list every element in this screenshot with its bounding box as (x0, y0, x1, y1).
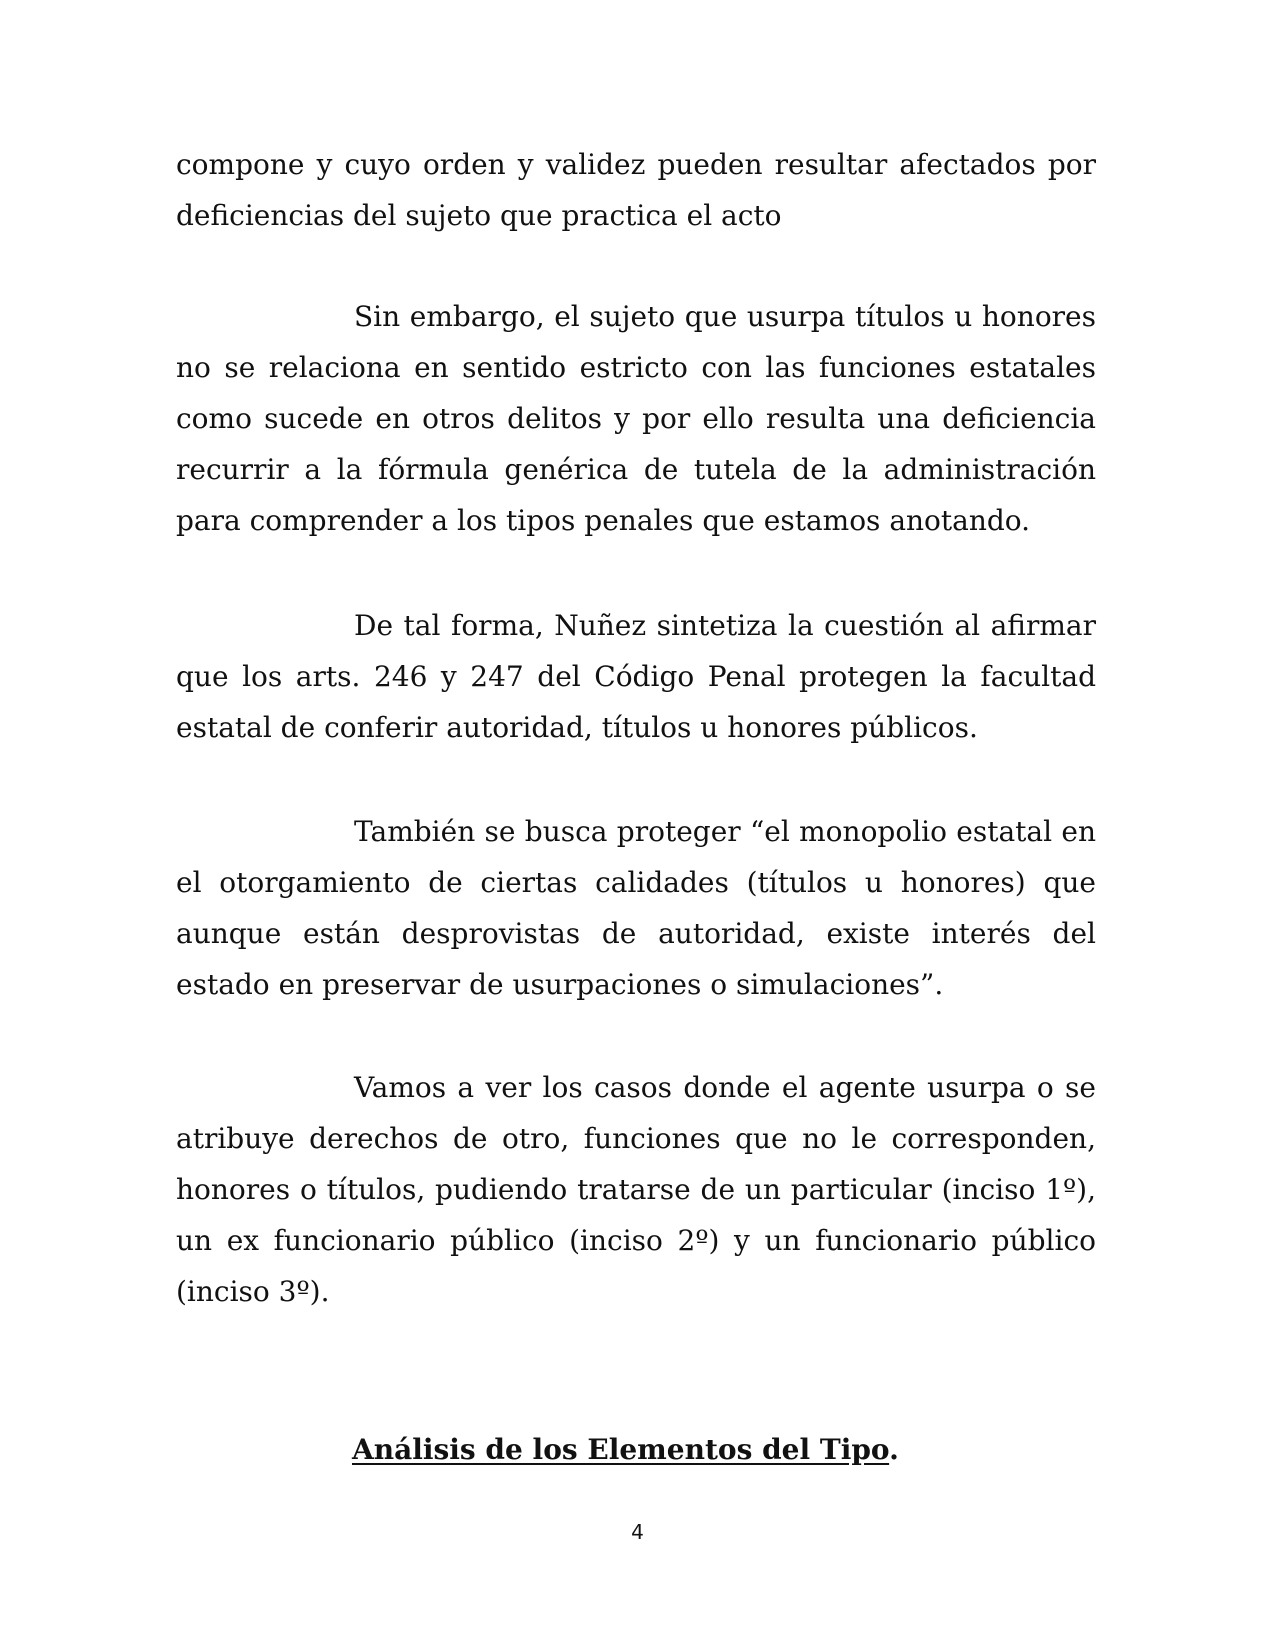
paragraph-nunez-synthesis: De tal forma, Nuñez sintetiza la cuestión al afirmar que los arts. 246 y 247 del Código Penal protegen la facultad estatal de conferir autoridad, títulos u honores públicos. (176, 609, 1096, 744)
paragraph-cases-overview: Vamos a ver los casos donde el agente usurpa o se atribuye derechos de otro, funciones que no le corresponden, honores o títulos, pudiendo tratarse de un particular (inciso 1º), un ex funcionario público (inciso 2º) y un funcionario público (inciso 3º). (176, 1071, 1096, 1308)
section-heading-title: Análisis de los Elementos del Tipo (352, 1433, 890, 1466)
section-heading (352, 1424, 899, 1475)
paragraph-state-monopoly-quote: También se busca proteger “el monopolio estatal en el otorgamiento de ciertas calidades (títulos u honores) que aunque están desprovistas de autoridad, existe interés del estado en preservar de usurpaciones o simulaciones”. (176, 815, 1096, 1001)
paragraph-continuation: compone y cuyo orden y validez pueden resultar afectados por deficiencias del sujeto que practica el acto (176, 148, 1096, 232)
page-number: 4 (631, 1520, 644, 1544)
section-heading-period: . (889, 1433, 899, 1466)
paragraph-usurpation-note: Sin embargo, el sujeto que usurpa títulos u honores no se relaciona en sentido estricto con las funciones estatales como sucede en otros delitos y por ello resulta una deficiencia recurrir a la fórmula genérica de tutela de la administración para comprender a los tipos penales que estamos anotando. (176, 300, 1096, 537)
